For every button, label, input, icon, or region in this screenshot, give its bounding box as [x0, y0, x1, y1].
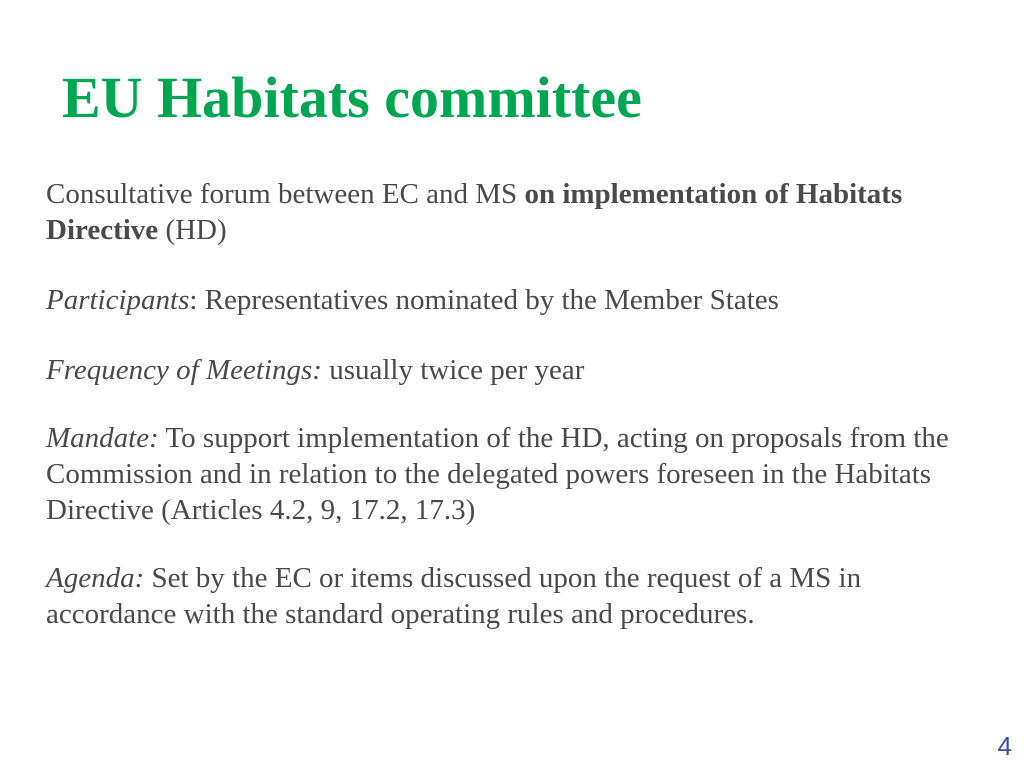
- slide-body: [46, 176, 996, 666]
- mandate-text: To support implementation of the HD, acting on proposals from the Commission and in relation to the delegated powers foreseen in the Habitats Directive (Articles 4.2, 9, 17.2, 17.3): [46, 422, 949, 526]
- forum-text: Consultative forum between EC and MS: [46, 178, 525, 210]
- participants-text: : Representatives nominated by the Member States: [189, 284, 779, 316]
- page-number: 4: [997, 731, 1012, 761]
- forum-suffix: (HD): [158, 214, 227, 246]
- paragraph-participants: [46, 282, 996, 318]
- frequency-label: Frequency of Meetings:: [46, 354, 322, 386]
- mandate-label: Mandate:: [46, 422, 159, 454]
- agenda-label: Agenda:: [46, 562, 145, 594]
- forum-bold-text: on implementation of Habitats Directive: [46, 178, 903, 246]
- participants-label: Participants: [46, 284, 190, 316]
- paragraph-forum: [46, 176, 996, 248]
- paragraph-agenda: [46, 560, 996, 632]
- slide-title: EU Habitats committee: [62, 65, 642, 130]
- paragraph-frequency: [46, 352, 996, 388]
- frequency-text: usually twice per year: [321, 354, 585, 386]
- paragraph-mandate: [46, 420, 996, 528]
- agenda-text: Set by the EC or items discussed upon the request of a MS in accordance with the standard operating rules and procedures.: [46, 562, 862, 630]
